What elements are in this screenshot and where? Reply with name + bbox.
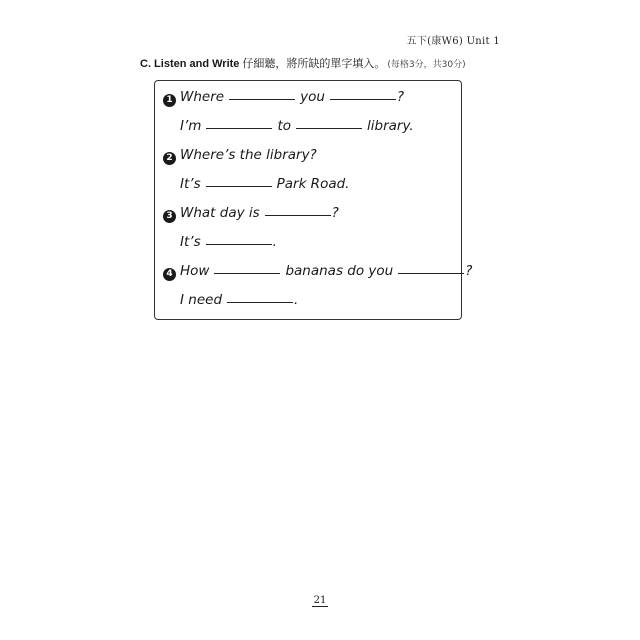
question-1-answer-b: to [277,118,291,134]
answer-blank[interactable] [265,214,331,216]
question-4-number: 4 [163,268,176,281]
answer-blank[interactable] [296,127,362,129]
answer-blank[interactable] [206,127,272,129]
answer-blank[interactable] [206,185,272,187]
question-4-text-b: bananas do you [285,263,394,279]
question-1-line-2 [180,118,414,134]
question-1-answer-a: I’m [180,118,202,134]
question-4-line-2 [180,292,298,308]
question-3-text-b: ? [331,205,339,221]
question-3-text-a: What day is [180,205,260,221]
question-1-text-c: ? [396,89,405,105]
question-2-text-a: Where’s the library? [180,147,317,163]
section-title [140,55,466,71]
question-4-text-c: ? [465,263,473,279]
question-3-line-2 [180,234,277,250]
question-2-number: 2 [163,152,176,165]
page-number: 21 [313,595,327,606]
exercise-box [154,80,473,320]
question-1-answer-c: library. [367,118,414,134]
question-4-text-a: How [180,263,210,279]
question-4-answer-b: . [294,292,299,308]
section-instruction: 仔細聽，將所缺的單字填入。 [242,57,386,70]
section-points: (每格3分，共30分) [387,60,466,70]
question-1-text-a: Where [180,89,225,105]
question-2-answer-a: It’s [180,176,201,192]
answer-blank[interactable] [398,272,464,274]
question-2-line-1 [163,147,317,164]
answer-blank[interactable] [330,98,396,100]
answer-blank[interactable] [227,301,293,303]
answer-blank[interactable] [214,272,280,274]
question-1-line-1 [163,89,404,106]
answer-blank[interactable] [229,98,295,100]
question-3-number: 3 [163,210,176,223]
question-4-line-1 [163,263,472,280]
question-3-answer-b: . [272,234,277,250]
question-1-number: 1 [163,94,176,107]
question-1-text-b: you [300,89,325,105]
answer-blank[interactable] [206,243,272,245]
question-2-answer-b: Park Road. [276,176,350,192]
question-3-line-1 [163,205,339,222]
question-3-answer-a: It’s [180,234,201,250]
section-label: C. Listen and Write [140,58,240,70]
question-2-line-2 [180,176,349,192]
page-header: 五下(康W6) Unit 1 [406,36,500,47]
page-footer [0,595,640,606]
question-4-answer-a: I need [180,292,223,308]
